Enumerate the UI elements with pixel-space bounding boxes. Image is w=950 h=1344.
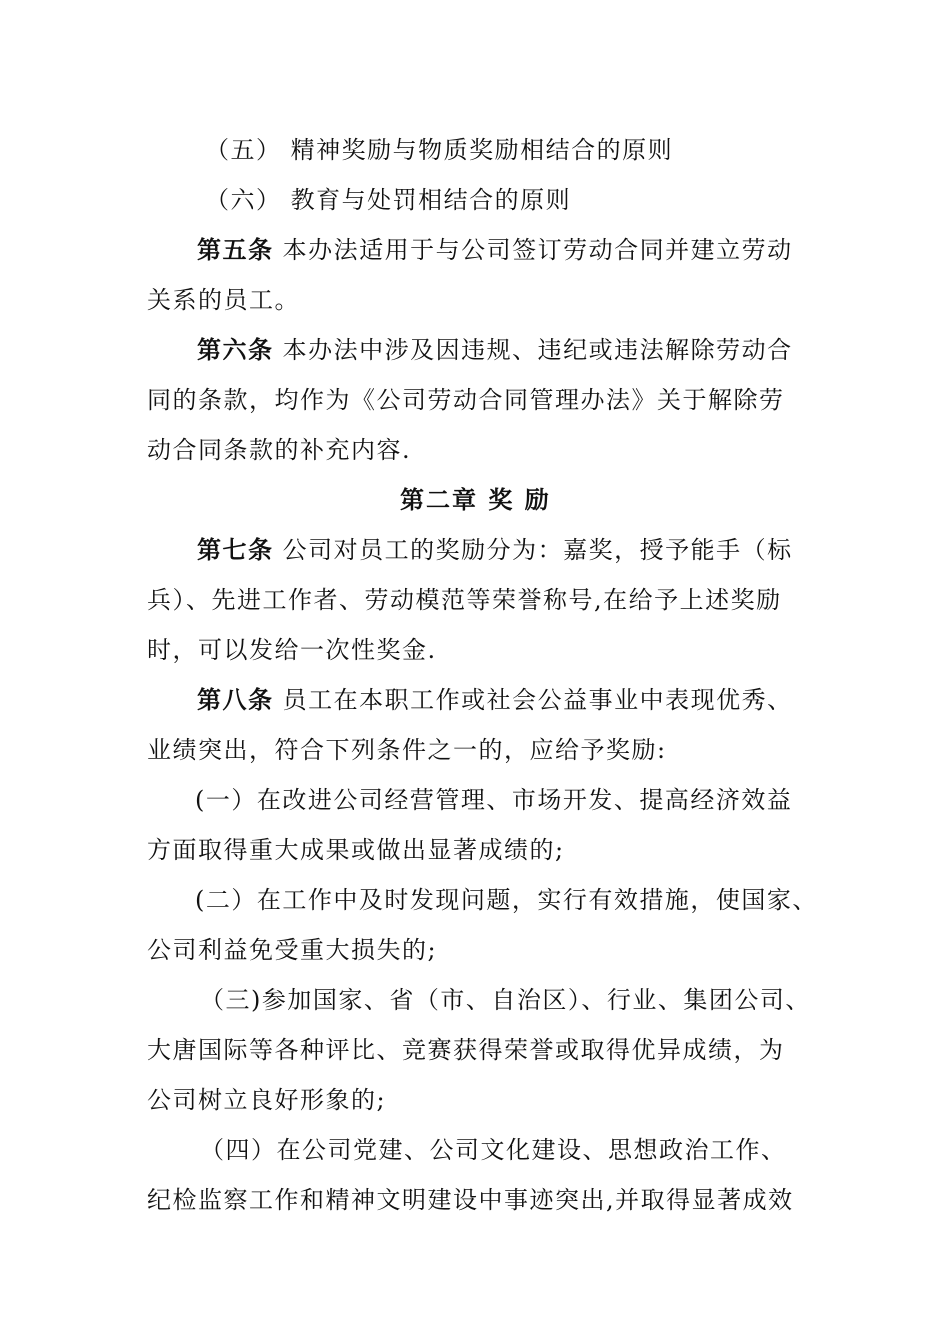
line-text: 公司对员工的奖励分为：嘉奖，授予能手（标 <box>273 536 793 564</box>
line-text: 本办法中涉及因违规、违纪或违法解除劳动合 <box>273 336 793 364</box>
item-3-line-2 <box>147 1030 785 1070</box>
item-2-line-1 <box>195 880 818 920</box>
article-8-line-2 <box>147 730 667 770</box>
line-text: （三)参加国家、省（市、自治区）、行业、集团公司、 <box>200 986 811 1014</box>
line-text: （六） 教育与处罚相结合的原则 <box>205 186 572 214</box>
item-1-line-2 <box>147 830 565 870</box>
line-text: （五） 精神奖励与物质奖励相结合的原则 <box>205 136 674 164</box>
line-text: (二）在工作中及时发现问题，实行有效措施，使国家、 <box>195 886 818 914</box>
article-7-line-3 <box>147 630 437 670</box>
article-8-line-1 <box>197 680 793 720</box>
line-text: 时，可以发给一次性奖金. <box>147 636 437 664</box>
article-6-line-1 <box>197 330 793 370</box>
item-3-line-1 <box>200 980 811 1020</box>
article-number: 第五条 <box>197 236 274 264</box>
item-4-line-2 <box>147 1180 794 1220</box>
line-text: (一）在改进公司经营管理、市场开发、提高经济效益 <box>195 786 793 814</box>
line-text: 关系的员工。 <box>147 286 300 314</box>
article-7-line-2 <box>147 580 782 620</box>
item-4-line-1 <box>200 1130 787 1170</box>
article-7-line-1 <box>197 530 793 570</box>
item-1-line-1 <box>195 780 792 820</box>
line-text: 公司利益免受重大损失的; <box>147 936 438 964</box>
article-6-line-3 <box>147 430 411 470</box>
article-5-line-2 <box>147 280 300 320</box>
line-text: 纪检监察工作和精神文明建设中事迹突出,并取得显著成效 <box>147 1186 794 1214</box>
line-text: 本办法适用于与公司签订劳动合同并建立劳动 <box>273 236 793 264</box>
line-text: 员工在本职工作或社会公益事业中表现优秀、 <box>273 686 793 714</box>
item-3-line-3 <box>147 1080 386 1120</box>
chapter-2-heading <box>400 480 551 520</box>
line-text: （四）在公司党建、公司文化建设、思想政治工作、 <box>200 1136 787 1164</box>
line-text: 动合同条款的补充内容. <box>147 436 412 464</box>
item-2-line-2 <box>147 930 437 970</box>
article-number: 第六条 <box>197 336 274 364</box>
line-text: 大唐国际等各种评比、竞赛获得荣誉或取得优异成绩，为 <box>147 1036 785 1064</box>
clause-6-principle <box>205 180 571 220</box>
article-6-line-2 <box>147 380 785 420</box>
chapter-title: 第二章 奖 励 <box>400 486 551 514</box>
clause-5-principle <box>205 130 673 170</box>
line-text: 同的条款，均作为《公司劳动合同管理办法》关于解除劳 <box>147 386 785 414</box>
line-text: 兵）、先进工作者、劳动模范等荣誉称号,在给予上述奖励 <box>147 586 782 614</box>
line-text: 方面取得重大成果或做出显著成绩的; <box>147 836 565 864</box>
article-number: 第七条 <box>197 536 274 564</box>
line-text: 公司树立良好形象的; <box>147 1086 387 1114</box>
line-text: 业绩突出，符合下列条件之一的，应给予奖励: <box>147 736 667 764</box>
article-number: 第八条 <box>197 686 274 714</box>
article-5-line-1 <box>197 230 793 270</box>
